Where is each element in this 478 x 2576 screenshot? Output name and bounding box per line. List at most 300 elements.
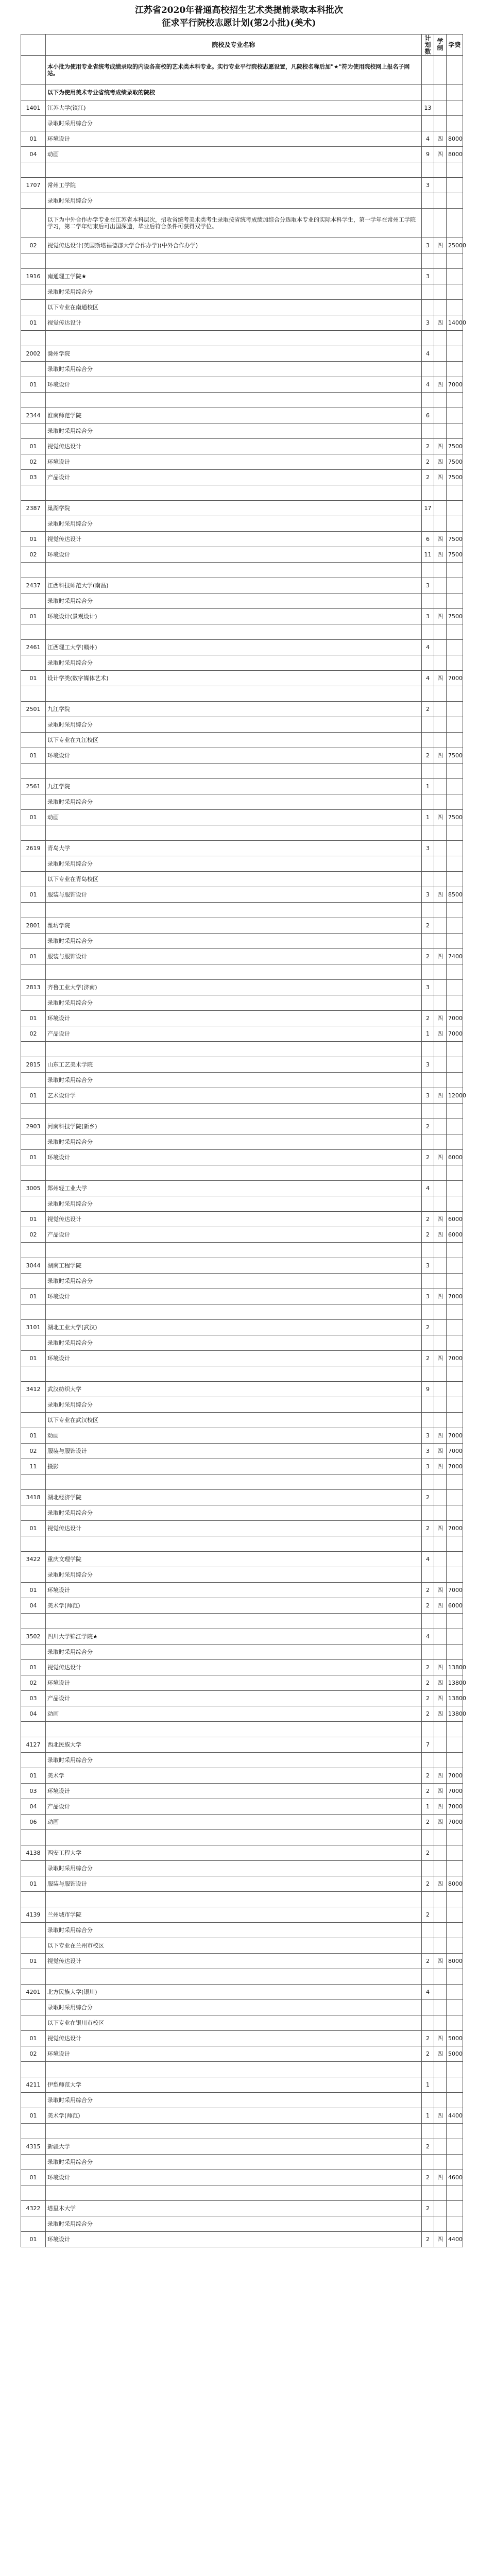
cell-plan: 6: [422, 408, 434, 423]
cell-fee: [447, 1320, 463, 1335]
cell-code: 01: [21, 131, 46, 147]
cell-name: [46, 1165, 422, 1181]
cell-fee: 13800: [447, 1706, 463, 1722]
cell-name: 环境设计: [46, 454, 422, 470]
cell-fee: [447, 563, 463, 578]
cell-years: 四: [434, 671, 447, 686]
cell-plan: [422, 872, 434, 887]
cell-name: [46, 964, 422, 980]
cell-fee: [447, 2139, 463, 2155]
cell-fee: [447, 100, 463, 116]
cell-fee: [447, 362, 463, 377]
cell-years: 四: [434, 547, 447, 563]
cell-fee: 7000: [447, 1444, 463, 1459]
cell-years: 四: [434, 949, 447, 964]
cell-plan: 17: [422, 501, 434, 516]
table-row: [21, 903, 463, 918]
cell-plan: [422, 485, 434, 501]
cell-code: [21, 1505, 46, 1521]
table-row: [21, 887, 463, 903]
cell-code: 01: [21, 1876, 46, 1892]
cell-fee: [447, 934, 463, 949]
cell-name: [46, 1969, 422, 1985]
table-row: [21, 1768, 463, 1784]
cell-code: 3502: [21, 1629, 46, 1645]
cell-fee: [447, 2201, 463, 2216]
cell-plan: 3: [422, 1057, 434, 1073]
table-row: [21, 439, 463, 454]
table-row: [21, 609, 463, 624]
cell-years: [434, 85, 447, 100]
cell-code: 2002: [21, 346, 46, 362]
cell-years: [434, 1165, 447, 1181]
cell-years: [434, 995, 447, 1011]
table-row: [21, 733, 463, 748]
table-row: [21, 1567, 463, 1583]
cell-plan: [422, 1830, 434, 1845]
cell-fee: [447, 1119, 463, 1134]
table-row: [21, 532, 463, 547]
header-plan: 计划数: [422, 35, 434, 56]
table-row: [21, 1985, 463, 2000]
cell-plan: 3: [422, 315, 434, 331]
cell-code: [21, 1938, 46, 1954]
cell-code: [21, 655, 46, 671]
cell-plan: 2: [422, 1691, 434, 1706]
cell-fee: 5000: [447, 2046, 463, 2062]
table-row: [21, 547, 463, 563]
cell-years: [434, 1536, 447, 1552]
cell-years: 四: [434, 377, 447, 393]
cell-fee: [447, 501, 463, 516]
table-row: [21, 1134, 463, 1150]
cell-name: 服装与服饰设计: [46, 1444, 422, 1459]
cell-fee: 8500: [447, 887, 463, 903]
cell-fee: 7500: [447, 547, 463, 563]
table-row: [21, 980, 463, 995]
cell-plan: 4: [422, 671, 434, 686]
cell-plan: [422, 1645, 434, 1660]
table-row: [21, 315, 463, 331]
cell-fee: [447, 56, 463, 85]
cell-years: 四: [434, 1351, 447, 1366]
cell-code: [21, 1830, 46, 1845]
cell-code: 03: [21, 1691, 46, 1706]
table-row: [21, 2216, 463, 2232]
table-row: [21, 1815, 463, 1830]
table-row: [21, 1675, 463, 1691]
cell-code: [21, 1722, 46, 1737]
cell-name: 美术学: [46, 1768, 422, 1784]
table-row: [21, 1181, 463, 1196]
cell-plan: 2: [422, 1119, 434, 1134]
cell-years: 四: [434, 609, 447, 624]
cell-code: [21, 1274, 46, 1289]
cell-years: [434, 331, 447, 346]
cell-code: [21, 1165, 46, 1181]
cell-plan: 3: [422, 1289, 434, 1304]
cell-code: 4211: [21, 2077, 46, 2093]
cell-fee: [447, 2000, 463, 2015]
cell-plan: 2: [422, 2170, 434, 2185]
cell-years: [434, 284, 447, 300]
cell-years: [434, 1274, 447, 1289]
cell-name: 环境设计(景观设计): [46, 609, 422, 624]
cell-name: 山东工艺美术学院: [46, 1057, 422, 1073]
cell-years: [434, 2015, 447, 2031]
cell-plan: 2: [422, 1011, 434, 1026]
cell-years: [434, 1830, 447, 1845]
table-row: [21, 1598, 463, 1614]
cell-name: [46, 393, 422, 408]
cell-fee: [447, 2077, 463, 2093]
cell-name: 录取时采用综合分: [46, 1274, 422, 1289]
table-row: [21, 1304, 463, 1320]
cell-fee: [447, 1969, 463, 1985]
cell-name: 以下专业在武汉校区: [46, 1413, 422, 1428]
cell-name: 湖南工程学院: [46, 1258, 422, 1274]
cell-code: 01: [21, 810, 46, 825]
cell-fee: [447, 1196, 463, 1212]
cell-fee: [447, 1861, 463, 1876]
cell-years: [434, 2216, 447, 2232]
cell-name: 淮南师范学院: [46, 408, 422, 423]
cell-code: 01: [21, 2108, 46, 2124]
cell-years: 四: [434, 1768, 447, 1784]
cell-plan: [422, 686, 434, 702]
cell-code: [21, 2015, 46, 2031]
cell-years: [434, 423, 447, 439]
cell-plan: [422, 300, 434, 315]
table-row: [21, 1583, 463, 1598]
cell-plan: 2: [422, 1876, 434, 1892]
cell-code: 01: [21, 671, 46, 686]
cell-years: [434, 1042, 447, 1057]
cell-plan: 4: [422, 131, 434, 147]
cell-fee: [447, 1892, 463, 1907]
table-row: [21, 178, 463, 193]
table-row: [21, 1274, 463, 1289]
cell-fee: 4600: [447, 2170, 463, 2185]
cell-years: 四: [434, 1660, 447, 1675]
cell-plan: [422, 1861, 434, 1876]
cell-name: 服装与服饰设计: [46, 949, 422, 964]
cell-fee: [447, 209, 463, 238]
table-row: [21, 2031, 463, 2046]
cell-plan: 2: [422, 2139, 434, 2155]
table-row: [21, 1351, 463, 1366]
cell-name: 西北民族大学: [46, 1737, 422, 1753]
cell-fee: 8000: [447, 147, 463, 162]
plan-body: [21, 56, 466, 2247]
cell-years: [434, 1366, 447, 1382]
cell-name: 录取时采用综合分: [46, 934, 422, 949]
cell-code: [21, 995, 46, 1011]
cell-name: 西安工程大学: [46, 1845, 422, 1861]
cell-fee: [447, 841, 463, 856]
cell-code: [21, 794, 46, 810]
cell-code: 02: [21, 1026, 46, 1042]
cell-name: 江苏大学(镇江): [46, 100, 422, 116]
table-row: [21, 470, 463, 485]
cell-code: 04: [21, 147, 46, 162]
cell-plan: 3: [422, 578, 434, 594]
cell-plan: [422, 2155, 434, 2170]
cell-plan: 11: [422, 547, 434, 563]
cell-code: 2903: [21, 1119, 46, 1134]
cell-years: [434, 1258, 447, 1274]
cell-plan: 3: [422, 1258, 434, 1274]
cell-fee: [447, 300, 463, 315]
cell-code: 2387: [21, 501, 46, 516]
cell-fee: 5000: [447, 2031, 463, 2046]
cell-name: 动画: [46, 147, 422, 162]
cell-name: 录取时采用综合分: [46, 1196, 422, 1212]
cell-name: 美术学(师范): [46, 2108, 422, 2124]
table-row: [21, 1784, 463, 1799]
cell-code: 2437: [21, 578, 46, 594]
cell-name: [46, 162, 422, 178]
table-row: [21, 1614, 463, 1629]
table-row: [21, 1150, 463, 1165]
cell-plan: [422, 2124, 434, 2139]
cell-fee: 7500: [447, 748, 463, 764]
table-row: [21, 1629, 463, 1645]
table-row: [21, 100, 463, 116]
cell-name: 环境设计: [46, 1784, 422, 1799]
cell-code: [21, 2216, 46, 2232]
cell-code: [21, 362, 46, 377]
cell-plan: 6: [422, 532, 434, 547]
table-row: [21, 1165, 463, 1181]
table-row: [21, 1397, 463, 1413]
table-row: [21, 2093, 463, 2108]
cell-plan: [422, 717, 434, 733]
cell-fee: 7000: [447, 1815, 463, 1830]
cell-name: 环境设计: [46, 2046, 422, 2062]
cell-name: 动画: [46, 1428, 422, 1444]
cell-years: 四: [434, 532, 447, 547]
cell-fee: 7500: [447, 609, 463, 624]
cell-years: [434, 856, 447, 872]
cell-plan: 7: [422, 1737, 434, 1753]
cell-plan: 3: [422, 609, 434, 624]
cell-name: 动画: [46, 1706, 422, 1722]
cell-fee: 7500: [447, 439, 463, 454]
cell-years: 四: [434, 1876, 447, 1892]
cell-code: [21, 1335, 46, 1351]
cell-plan: [422, 116, 434, 131]
cell-years: [434, 1567, 447, 1583]
cell-years: 四: [434, 1026, 447, 1042]
cell-plan: 4: [422, 640, 434, 655]
cell-years: [434, 2124, 447, 2139]
cell-years: [434, 655, 447, 671]
cell-plan: 2: [422, 470, 434, 485]
cell-years: [434, 393, 447, 408]
table-row: [21, 2108, 463, 2124]
cell-name: 录取时采用综合分: [46, 423, 422, 439]
title-line-2: 征求平行院校志愿计划(第2小批)(美术): [162, 18, 316, 28]
cell-years: 四: [434, 1227, 447, 1243]
cell-name: 滁州学院: [46, 346, 422, 362]
table-row: [21, 408, 463, 423]
cell-code: [21, 116, 46, 131]
cell-years: [434, 408, 447, 423]
cell-name: 录取时采用综合分: [46, 2216, 422, 2232]
cell-name: 视觉传达设计: [46, 1212, 422, 1227]
cell-code: 02: [21, 454, 46, 470]
cell-fee: [447, 1057, 463, 1073]
cell-code: [21, 1923, 46, 1938]
cell-plan: [422, 1397, 434, 1413]
table-row: [21, 655, 463, 671]
table-row: [21, 964, 463, 980]
cell-plan: [422, 393, 434, 408]
cell-fee: [447, 2155, 463, 2170]
cell-name: 艺术设计学: [46, 1088, 422, 1104]
cell-fee: [447, 1629, 463, 1645]
cell-plan: [422, 594, 434, 609]
cell-code: 01: [21, 315, 46, 331]
cell-code: 3418: [21, 1490, 46, 1505]
cell-fee: [447, 253, 463, 269]
cell-plan: 2: [422, 949, 434, 964]
cell-plan: [422, 1165, 434, 1181]
cell-code: [21, 1536, 46, 1552]
cell-plan: [422, 1938, 434, 1954]
cell-plan: 2: [422, 1706, 434, 1722]
cell-fee: [447, 162, 463, 178]
plan-table: [21, 34, 466, 2247]
cell-fee: 7000: [447, 1799, 463, 1815]
cell-code: [21, 686, 46, 702]
cell-name: 环境设计: [46, 2232, 422, 2247]
cell-code: [21, 193, 46, 209]
cell-plan: 2: [422, 2232, 434, 2247]
cell-fee: [447, 1165, 463, 1181]
cell-name: 摄影: [46, 1459, 422, 1475]
cell-name: 录取时采用综合分: [46, 594, 422, 609]
cell-years: [434, 193, 447, 209]
cell-years: [434, 2093, 447, 2108]
cell-years: [434, 1845, 447, 1861]
cell-code: [21, 1753, 46, 1768]
cell-fee: 13800: [447, 1691, 463, 1706]
table-row: [21, 1459, 463, 1475]
cell-fee: [447, 918, 463, 934]
cell-plan: [422, 1505, 434, 1521]
cell-fee: [447, 1567, 463, 1583]
cell-code: 2501: [21, 702, 46, 717]
cell-plan: 3: [422, 1459, 434, 1475]
cell-code: 06: [21, 1815, 46, 1830]
cell-name: [46, 624, 422, 640]
cell-name: 美术学(师范): [46, 1598, 422, 1614]
table-row: [21, 934, 463, 949]
cell-years: 四: [434, 748, 447, 764]
table-row: [21, 2077, 463, 2093]
cell-name: 环境设计: [46, 377, 422, 393]
cell-fee: [447, 1073, 463, 1088]
cell-code: [21, 516, 46, 532]
cell-years: [434, 1969, 447, 1985]
cell-years: [434, 1645, 447, 1660]
cell-years: [434, 1722, 447, 1737]
cell-code: 2619: [21, 841, 46, 856]
cell-code: [21, 1892, 46, 1907]
cell-fee: [447, 733, 463, 748]
cell-years: [434, 1196, 447, 1212]
table-row: [21, 1088, 463, 1104]
cell-plan: 3: [422, 1088, 434, 1104]
table-row: [21, 1073, 463, 1088]
cell-code: 02: [21, 1227, 46, 1243]
cell-name: 视觉传达设计: [46, 1660, 422, 1675]
cell-code: 3044: [21, 1258, 46, 1274]
cell-fee: [447, 794, 463, 810]
cell-name: 录取时采用综合分: [46, 1645, 422, 1660]
table-row: [21, 671, 463, 686]
cell-plan: 3: [422, 980, 434, 995]
table-header-row: [21, 35, 463, 56]
cell-fee: [447, 346, 463, 362]
cell-fee: [447, 284, 463, 300]
table-row: [21, 1227, 463, 1243]
cell-name: 巢湖学院: [46, 501, 422, 516]
cell-fee: 7500: [447, 454, 463, 470]
cell-fee: [447, 2124, 463, 2139]
cell-years: [434, 1335, 447, 1351]
cell-fee: [447, 1552, 463, 1567]
cell-plan: [422, 1413, 434, 1428]
cell-fee: [447, 594, 463, 609]
cell-plan: 4: [422, 1552, 434, 1567]
cell-years: 四: [434, 1521, 447, 1536]
cell-code: 02: [21, 1675, 46, 1691]
cell-years: [434, 116, 447, 131]
cell-name: [46, 2185, 422, 2201]
cell-code: 4322: [21, 2201, 46, 2216]
cell-code: 02: [21, 238, 46, 253]
table-row: [21, 640, 463, 655]
table-row: [21, 393, 463, 408]
cell-fee: [447, 1938, 463, 1954]
cell-code: 2561: [21, 779, 46, 794]
cell-years: [434, 1057, 447, 1073]
cell-name: [46, 331, 422, 346]
table-row: [21, 1258, 463, 1274]
cell-fee: [447, 1366, 463, 1382]
cell-name: 视觉传达设计: [46, 2031, 422, 2046]
cell-code: [21, 1475, 46, 1490]
cell-plan: [422, 934, 434, 949]
cell-plan: [422, 1722, 434, 1737]
cell-years: [434, 1629, 447, 1645]
cell-years: 四: [434, 454, 447, 470]
cell-plan: [422, 764, 434, 779]
cell-code: [21, 1104, 46, 1119]
cell-years: 四: [434, 887, 447, 903]
table-row: [21, 1722, 463, 1737]
cell-years: [434, 733, 447, 748]
cell-code: [21, 56, 46, 85]
cell-name: 河南科技学院(新乡): [46, 1119, 422, 1134]
cell-name: 江西科技师范大学(南昌): [46, 578, 422, 594]
table-row: [21, 1969, 463, 1985]
cell-name: 录取时采用综合分: [46, 655, 422, 671]
cell-years: [434, 825, 447, 841]
